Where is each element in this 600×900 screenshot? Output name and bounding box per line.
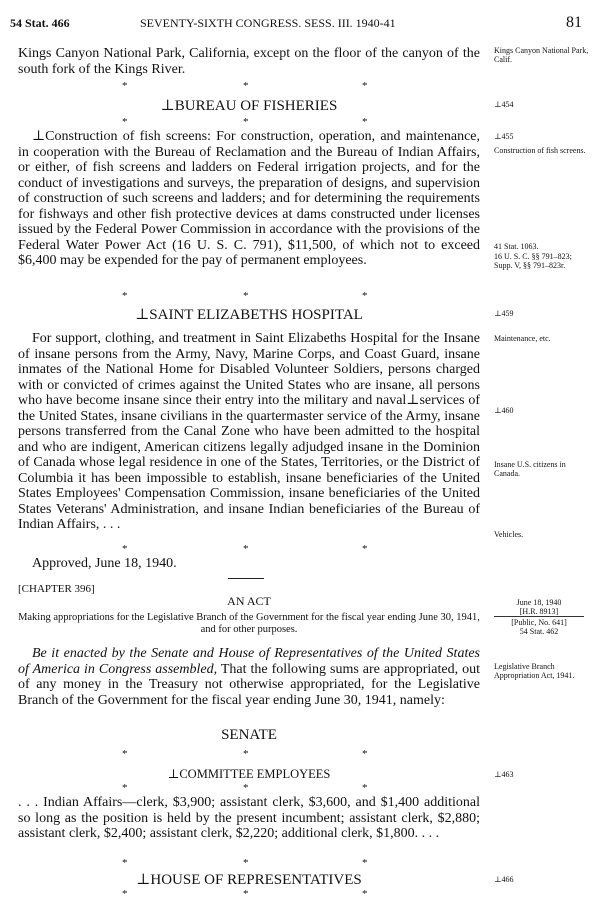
section-heading-senate: SENATE (221, 727, 277, 743)
running-header (0, 14, 600, 34)
divider (228, 578, 264, 579)
act-title: Making appropriations for the Legislative Branch of the Government for the fiscal year ending June 30, 1941, and for other purposes. (18, 612, 480, 635)
margin-note-usc: 16 U. S. C. §§ 791–823; Supp. V, §§ 791–823r. (494, 252, 572, 270)
act-hr-number: [H.R. 8913] (494, 607, 584, 617)
margin-page-ref: ⊥455 (494, 132, 514, 141)
act-public-number: [Public, No. 641] (511, 618, 567, 627)
elizabeths-paragraph: For support, clothing, and treatment in Saint Elizabeths Hospital for the Insane of insane persons from the Army, Navy, Marine Corps, and Coast Guard, insane inmates of the National Home for Disabled Volunteer Soldiers, persons charged with or convicted of crimes against the United States who are insane, all persons who have become insane since their entry into the military and naval⊥services of the United States, insane civilians in the quartermaster service of the Army, insane persons transferred from the Canal Zone who have been admitted to the hospital and who are indigent, American citizens legally adjudged insane in the Dominion of Canada whose legal residence in one of the States, Territories, or the District of Columbia it has been impossible to establish, insane beneficiaries of the United States Employees' Compensation Commission, insane beneficiaries of the United States Veterans' Administration, and insane Indian beneficiaries of the Bureau of Indian Affairs, . . . (18, 331, 480, 532)
margin-note-fish-screens: Construction of fish screens. (494, 146, 586, 155)
enacting-clause: Be it enacted by the Senate and House of Representatives of the United States of America in Congress assembled, That the following sums are appropriated, out of any money in the Treasury not otherwise appropriated, for the Legislative Branch of the Government for the fiscal year ending June 30, 1941, namely: (18, 646, 481, 708)
an-act-heading: AN ACT (227, 594, 271, 608)
margin-note-vehicles: Vehicles. (494, 530, 524, 539)
page-number: 81 (566, 14, 582, 31)
section-heading-elizabeths: ⊥SAINT ELIZABETHS HOSPITAL (135, 307, 363, 323)
margin-page-ref: ⊥459 (494, 309, 514, 318)
margin-page-ref: ⊥466 (494, 875, 514, 884)
stat-reference: 54 Stat. 466 (10, 16, 70, 30)
fisheries-paragraph: ⊥Construction of fish screens: For construction, operation, and maintenance, in cooperation with the Bureau of Reclamation and the Bureau of Indian Affairs, or either, of fish screens and ladders on Federal irrigation projects, and for the conduct of investigations and surveys, the preparation of designs, and supervision of construction of such screens and ladders; and for determining the requirements for fishways and other fish protective devices at dams constructed under licenses issued by the Federal Power Commission in accordance with the provisions of the Federal Water Power Act (16 U. S. C. 791), $11,500, of which not to exceed $6,400 may be expended for the pay of permanent employees. (18, 129, 480, 268)
margin-page-ref: ⊥460 (494, 406, 514, 415)
document-page: 54 Stat. 466 SEVENTY-SIXTH CONGRESS. SESS. III. 1940-41 81 Kings Canyon National Park, California, except on the floor of the canyon of the south fork of the Kings River. Kings Canyon National Park, Calif. * * * ⊥BUREAU OF FISHERIES ⊥454 * * * ⊥Construction of fish screens: For construction, operation, and maintenance, in cooperation with the Bureau of Reclamation and the Bureau of Indian Affairs, or either, of fish screens and ladders on Federal irrigation projects, and for the conduct of investigations and surveys, the preparation of designs, and supervision of construction of such screens and ladders; and for determining the requirements for fishways and other fish protective devices at dams constructed under licenses issued by the Federal Power Commission in accordance with the provisions of the Federal Water Power Act (16 U. S. C. 791), $11,500, of which not to exceed $6,400 may be expended for the pay of permanent employees. ⊥455 Construction of fish screens. 41 Stat. 1063. 16 U. S. C. §§ 791–823; Supp. V, §§ 791–823r. * * * ⊥SAINT ELIZABETHS HOSPITAL ⊥459 For support, clothing, and treatment in Saint Elizabeths Hospital for the Insane of insane persons from the Army, Navy, Marine Corps, and Coast Guard, insane inmates of the National Home for Disabled Volunteer Soldiers, persons charged with or convicted of crimes against the United States who are insane, all persons who have become insane since their entry into the military and naval⊥services of the United States, insane civilians in the quartermaster service of the Army, insane persons transferred from the Canal Zone who have been admitted to the hospital and who are indigent, American citizens legally adjudged insane in the Dominion of Canada whose legal residence in one of the States, Territories, or the District of Columbia it has been impossible to establish, insane beneficiaries of the United States Employees' Compensation Commission, insane beneficiaries of the United States Veterans' Administration, and insane Indian beneficiaries of the Bureau of Indian Affairs, . . . Maintenance, etc. ⊥460 Insane U.S. citizens in Canada. Vehicles. * * * Approved, June 18, 1940. [CHAPTER 396] AN ACT Making appropriations for the Legislative Branch of the Government for the fiscal year ending June 30, 1941, and for other purposes. June 18, 1940 [H.R. 8913] [Public, No. 641] 54 Stat. 462 Be it enacted by the Senate and House of Representatives of the United States of America in Congress assembled, That the following sums are appropriated, out of any money in the Treasury not otherwise appropriated, for the Legislative Branch of the Government for the fiscal year ending June 30, 1941, namely: Legislative Branch Appropriation Act, 1941. SENATE * * * ⊥COMMITTEE EMPLOYEES ⊥463 * * * . . . Indian Affairs—clerk, $3,900; assistant clerk, $3,600, and $1,400 additional so long as the position is held by the present incumbent; assistant clerk, $2,880; assistant clerk, $2,400; assistant clerk, $2,220; additional clerk, $1,800. . . . * * * ⊥HOUSE OF REPRESENTATIVES ⊥466 * * * (0, 0, 600, 900)
margin-note-kings-canyon: Kings Canyon National Park, Calif. (494, 46, 589, 64)
margin-note-canada: Insane U.S. citizens in Canada. (494, 460, 566, 478)
margin-page-ref: ⊥463 (494, 770, 514, 779)
section-heading-house: ⊥HOUSE OF REPRESENTATIVES (136, 872, 362, 888)
act-date: June 18, 1940 (516, 598, 562, 607)
section-heading-fisheries: ⊥BUREAU OF FISHERIES (160, 98, 338, 114)
congress-session: SEVENTY-SIXTH CONGRESS. SESS. III. 1940-41 (140, 16, 396, 30)
margin-note-legislative: Legislative Branch Appropriation Act, 1941. (494, 662, 575, 680)
act-stat: 54 Stat. 462 (519, 627, 559, 636)
margin-note-maintenance: Maintenance, etc. (494, 334, 551, 343)
kings-canyon-paragraph: Kings Canyon National Park, California, except on the floor of the canyon of the south fork of the Kings River. (18, 46, 480, 77)
chapter-label: [CHAPTER 396] (18, 583, 95, 595)
section-heading-committee: ⊥COMMITTEE EMPLOYEES (167, 767, 331, 781)
margin-page-ref: ⊥454 (494, 100, 514, 109)
margin-note-stat: 41 Stat. 1063. (494, 242, 539, 251)
committee-paragraph: . . . Indian Affairs—clerk, $3,900; assistant clerk, $3,600, and $1,400 additional so long as the position is held by the present incumbent; assistant clerk, $2,880; assistant clerk, $2,400; assistant clerk, $2,220; additional clerk, $1,800. . . . (18, 795, 480, 841)
approved-line: Approved, June 18, 1940. (32, 556, 177, 571)
